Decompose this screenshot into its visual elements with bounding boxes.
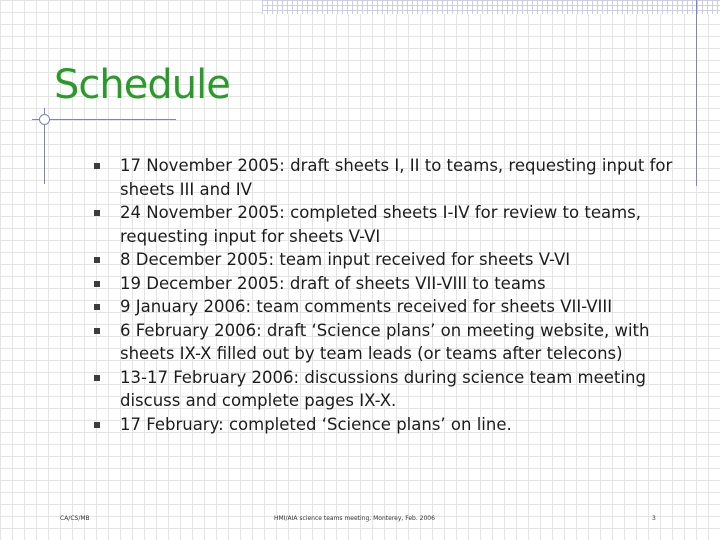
list-item [92, 272, 702, 296]
footer-meeting: HMI/AIA science teams meeting, Monterey, Feb. 2006 [274, 515, 435, 522]
list-item [92, 154, 702, 201]
square-bullet-icon [94, 328, 100, 334]
list-item-text: 17 November 2005: draft sheets I, II to teams, requesting input for sheets III and IV [120, 156, 673, 199]
list-item [92, 366, 702, 413]
square-bullet-icon [94, 281, 100, 287]
list-item [92, 413, 702, 437]
square-bullet-icon [94, 257, 100, 263]
list-item-text: 6 February 2006: draft ‘Science plans’ on meeting website, with sheets IX-X filled out by team leads (or teams after telecons) [120, 320, 650, 363]
header-decoration-grid [262, 0, 720, 14]
title-underline [32, 119, 176, 120]
list-item-text: 13-17 February 2006: discussions during science team meeting discuss and complete pages IX-X. [120, 367, 646, 410]
list-item-text: 8 December 2005: team input received for sheets V-VI [120, 250, 571, 269]
list-item-text: 17 February: completed ‘Science plans’ on line. [120, 414, 512, 434]
square-bullet-icon [94, 375, 100, 381]
square-bullet-icon [94, 422, 100, 428]
footer-authors: CA/CS/MB [60, 515, 90, 522]
page-title: Schedule [54, 62, 230, 108]
list-item-text: 9 January 2006: team comments received for sheets VII-VIII [120, 297, 613, 316]
list-item [92, 248, 702, 272]
square-bullet-icon [94, 163, 100, 169]
square-bullet-icon [94, 210, 100, 216]
title-accent-circle-icon [39, 114, 50, 125]
list-item [92, 319, 702, 366]
schedule-list [92, 154, 702, 436]
list-item [92, 295, 702, 319]
square-bullet-icon [94, 304, 100, 310]
list-item-text: 19 December 2005: draft of sheets VII-VIII to teams [120, 273, 546, 293]
list-item-text: 24 November 2005: completed sheets I-IV for review to teams, requesting input for sheets V-VI [120, 203, 641, 246]
page-number: 3 [652, 515, 656, 522]
list-item [92, 201, 702, 248]
